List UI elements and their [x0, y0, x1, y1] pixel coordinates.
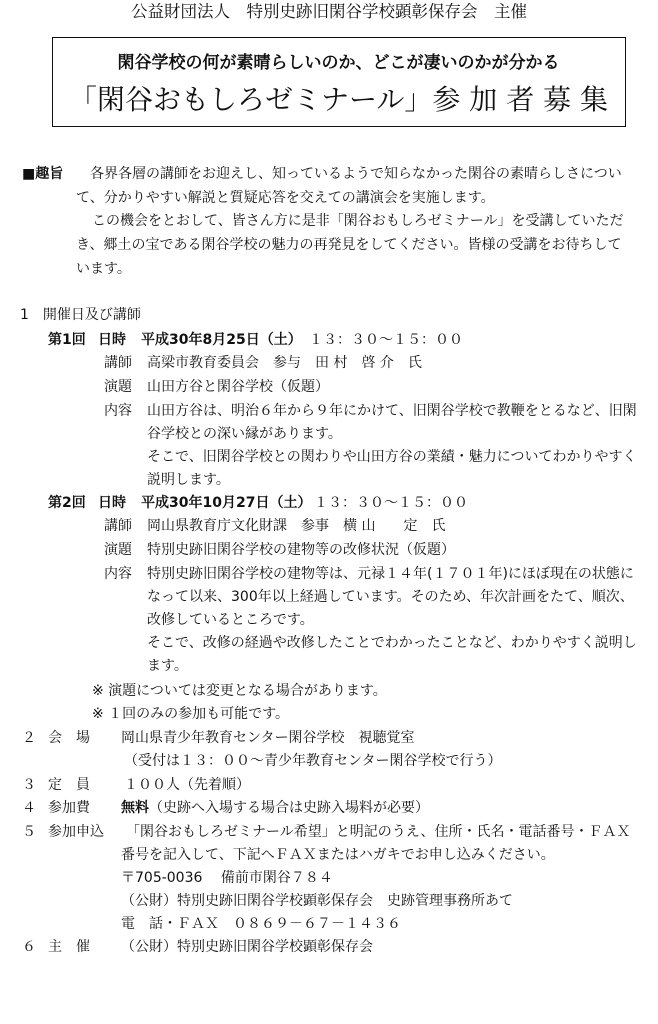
- session-1-content-1: 山田方谷は、明治６年から９年にかけて、旧閑谷学校で教鞭をとるなど、旧閑: [147, 403, 637, 419]
- session-2-time: １３：３０～１５：００: [314, 495, 468, 511]
- schedule-heading: 1 開催日及び講師: [20, 307, 141, 323]
- host-value: （公財）特別史跡旧閑谷学校顕彰保存会: [121, 939, 373, 955]
- session-1-content-4: 説明します。: [147, 472, 230, 488]
- session-2-content-2: なって以来、300年以上経過しています。そのため、年次計画をたて、順次、: [147, 589, 634, 605]
- organizer-line: 公益財団法人 特別史跡旧閑谷学校顕彰保存会 主催: [131, 2, 527, 21]
- session-1-content-label: 内容: [104, 403, 132, 419]
- application-line-2: 番号を記入して、下記へＦＡＸまたはハガキでお申し込みください。: [121, 847, 555, 863]
- venue-label: 会 場: [48, 730, 90, 746]
- subtitle: 閑谷学校の何が素晴らしいのか、どこが凄いのかが分かる: [117, 53, 560, 73]
- venue-note: （受付は１３：００～青少年教育センター閑谷学校で行う）: [124, 753, 502, 769]
- venue-no: ２: [22, 730, 36, 746]
- session-1-content-3: そこで、旧閑谷学校との関わりや山田方谷の業績・魅力についてわかりやすく: [147, 449, 637, 465]
- session-1-content-2: 谷学校との深い縁があります。: [147, 426, 342, 442]
- application-label: 参加申込: [48, 824, 104, 840]
- session-2-content-4: そこで、改修の経過や改修したことでわかったことなど、わかりやすく説明し: [147, 635, 637, 651]
- application-line-1: 「閑谷おもしろゼミナール希望」と明記のうえ、住所・氏名・電話番号・ＦＡＸ: [126, 824, 631, 840]
- note-2: ※ １回のみの参加も可能です。: [92, 706, 290, 722]
- fee-no: ４: [22, 800, 36, 816]
- venue-value: 岡山県青少年教育センター閑谷学校 視聴覚室: [121, 730, 415, 746]
- session-1-date-label: 日時: [98, 332, 126, 348]
- main-title: 「閑谷おもしろゼミナール」参 加 者 募 集: [68, 83, 609, 116]
- session-2-topic-label: 演題: [104, 542, 132, 558]
- session-2-content-3: 改修しているところです。: [147, 612, 314, 628]
- capacity-value: １００人（先着順）: [124, 777, 250, 793]
- session-2-lecturer-label: 講師: [104, 518, 132, 534]
- session-2-topic: 特別史跡旧閑谷学校の建物等の改修状況（仮題）: [147, 542, 455, 558]
- session-2-date-label: 日時: [98, 495, 126, 511]
- session-1-date: 平成30年8月25日（土）: [141, 332, 302, 348]
- session-1-lecturer: 高梁市教育委員会 参与 田 村 啓 介 氏: [147, 355, 422, 371]
- application-line-4: （公財）特別史跡旧閑谷学校顕彰保存会 史跡管理事務所あて: [121, 893, 513, 909]
- purpose-line-4: き、郷土の宝である閑谷学校の魅力の再発見をしてください。皆様の受講をお待ちして: [76, 237, 622, 253]
- purpose-label: ■趣旨: [22, 166, 64, 182]
- session-2-content-label: 内容: [104, 566, 132, 582]
- session-2-date: 平成30年10月27日（土）: [141, 495, 312, 511]
- session-2-lecturer: 岡山県教育庁文化財課 参事 横 山 定 氏: [147, 518, 446, 534]
- application-line-3: 〒705-0036 備前市閑谷７８４: [121, 870, 333, 886]
- session-1-no: 第1回: [48, 332, 86, 348]
- session-2-content-1: 特別史跡旧閑谷学校の建物等は、元禄１４年(１７０１年)にほぼ現在の状態に: [147, 566, 634, 582]
- host-no: ６: [22, 939, 36, 955]
- purpose-line-1: 各界各層の講師をお迎えし、知っているようで知らなかった閑谷の素晴らしさについ: [90, 166, 622, 182]
- session-1-lecturer-label: 講師: [104, 355, 132, 371]
- purpose-line-2: て、分かりやすい解説と質疑応答を交えての講演会を実施します。: [76, 190, 495, 206]
- fee-label: 参加費: [48, 800, 90, 816]
- purpose-line-3: この機会をとおして、皆さん方に是非「閑谷おもしろゼミナール」を受講していただ: [92, 213, 624, 229]
- note-1: ※ 演題については変更となる場合があります。: [92, 683, 387, 699]
- session-1-time: １３：３０～１５：００: [309, 332, 463, 348]
- fee-value-bold: 無料: [121, 800, 149, 816]
- capacity-no: ３: [22, 777, 36, 793]
- fee-value-rest: （史跡へ入場する場合は史跡入場料が必要）: [149, 800, 429, 816]
- host-label: 主 催: [48, 939, 90, 955]
- session-1-topic: 山田方谷と閑谷学校（仮題）: [147, 379, 329, 395]
- session-1-topic-label: 演題: [104, 379, 132, 395]
- application-line-5: 電 話・ＦＡＸ ０８６９－６７－１４３６: [121, 916, 401, 932]
- title-box: [52, 37, 626, 127]
- purpose-line-5: います。: [76, 261, 131, 277]
- session-2-no: 第2回: [48, 495, 86, 511]
- application-no: ５: [22, 824, 36, 840]
- session-2-content-5: ます。: [147, 658, 188, 674]
- capacity-label: 定 員: [48, 777, 90, 793]
